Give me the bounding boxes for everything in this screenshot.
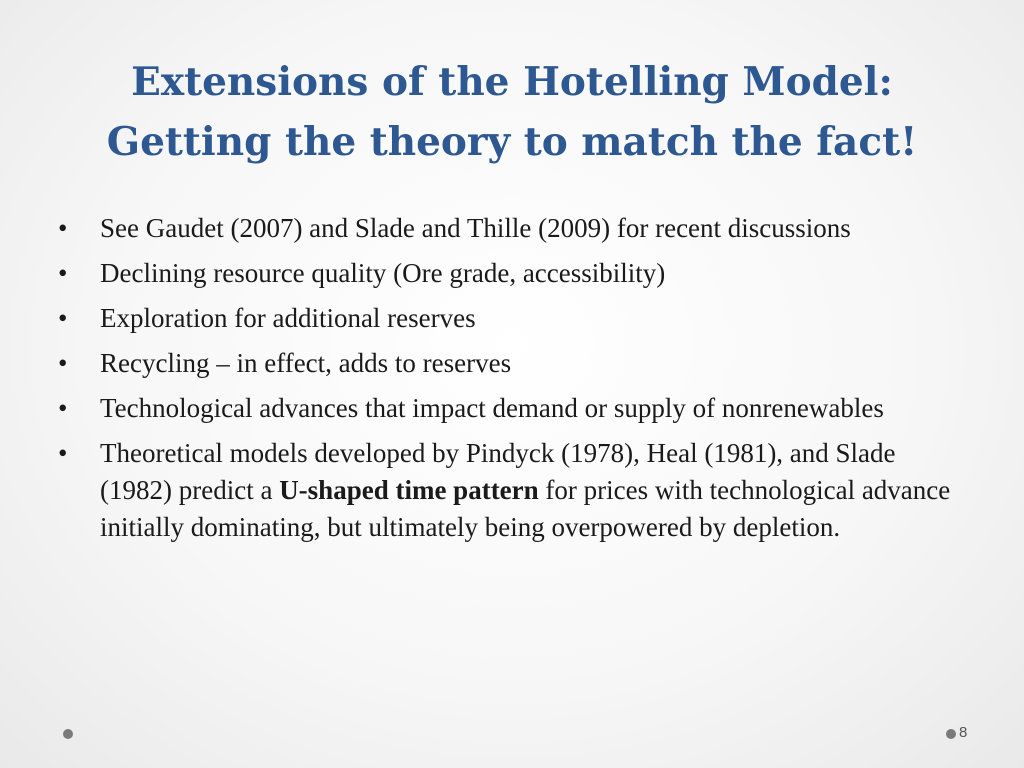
nav-dot-left-icon bbox=[63, 729, 73, 739]
title-line-1: Extensions of the Hotelling Model: bbox=[131, 59, 893, 105]
bullet-item bbox=[58, 210, 968, 247]
bullet-item bbox=[58, 390, 968, 427]
bullet-text-bold: U-shaped time pattern bbox=[279, 475, 539, 505]
bullet-dot-icon: • bbox=[58, 258, 68, 288]
bullet-dot-icon: • bbox=[58, 213, 68, 243]
bullet-dot-icon: • bbox=[58, 438, 68, 468]
bullet-text: Exploration for additional reserves bbox=[100, 303, 476, 333]
bullet-dot-icon: • bbox=[58, 348, 68, 378]
bullet-item bbox=[58, 435, 968, 546]
bullet-item bbox=[58, 255, 968, 292]
page-number: 8 bbox=[959, 724, 968, 741]
title-line-2: Getting the theory to match the fact! bbox=[106, 119, 918, 165]
bullet-list bbox=[58, 210, 968, 554]
bullet-dot-icon: • bbox=[58, 303, 68, 333]
slide-title bbox=[40, 52, 984, 172]
bullet-text-before: Theoretical models developed by Pindyck (1978), Heal (1981), and Slade (1982) predict a bbox=[100, 438, 896, 505]
bullet-text: See Gaudet (2007) and Slade and Thille (2009) for recent discussions bbox=[100, 213, 851, 243]
bullet-item bbox=[58, 300, 968, 337]
bullet-text: Technological advances that impact demand or supply of nonrenewables bbox=[100, 393, 884, 423]
bullet-item bbox=[58, 345, 968, 382]
bullet-text-after: for prices with technological advance initially dominating, but ultimately being overpowered by depletion. bbox=[100, 475, 951, 542]
bullet-text: Recycling – in effect, adds to reserves bbox=[100, 348, 512, 378]
bullet-dot-icon: • bbox=[58, 393, 68, 423]
bullet-text: Declining resource quality (Ore grade, accessibility) bbox=[100, 258, 666, 288]
nav-dot-right-icon bbox=[946, 729, 956, 739]
